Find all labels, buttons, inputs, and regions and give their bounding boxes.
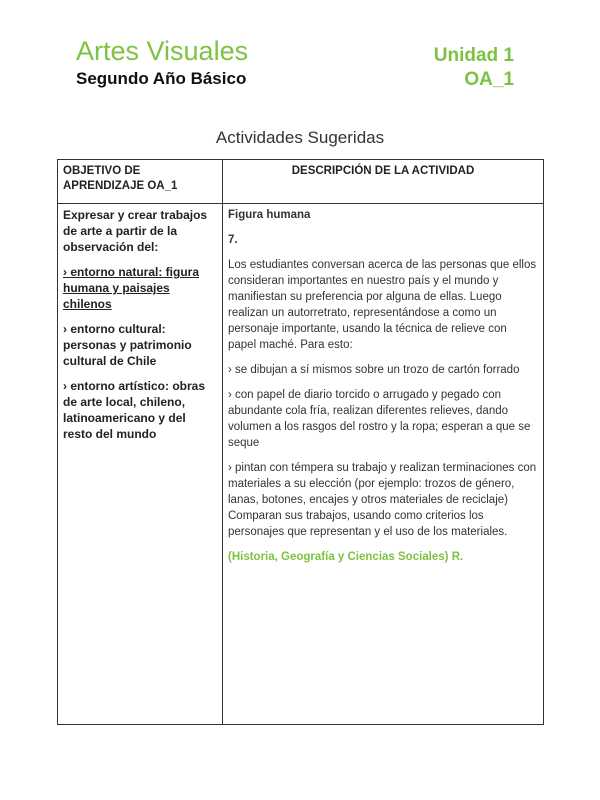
grade-label: Segundo Año Básico (76, 69, 247, 88)
activity-table (57, 159, 544, 725)
activity-number: 7. (228, 234, 238, 246)
header-right (434, 44, 514, 92)
objective-cell (63, 207, 218, 451)
section-title: Actividades Sugeridas (215, 128, 385, 147)
objective-intro: Expresar y crear trabajos de arte a partir de la observación del: (63, 208, 208, 254)
activity-step-1: › se dibujan a sí mismos sobre un trozo de cartón forrado (228, 364, 520, 376)
header-divider (58, 203, 543, 204)
activity-cell (228, 207, 538, 574)
column-divider (222, 160, 223, 724)
header-left (76, 36, 248, 90)
activity-title: Figura humana (228, 209, 311, 221)
oa-label: OA_1 (464, 69, 514, 90)
activity-step-3: › pintan con témpera su trabajo y realizan terminaciones con materiales a su elección (por ejemplo: trozos de género, lanas, botones, encajes y otros materiales de reciclaje) Comparan sus trabajos, usando como criterios los personajes que representan y el uso de los materiales. (228, 462, 537, 538)
activity-column-header: DESCRIPCIÓN DE LA ACTIVIDAD (291, 165, 475, 177)
objective-item-artistic: › entorno artístico: obras de arte local, chileno, latinoamericano y del resto del mundo (63, 379, 206, 441)
activity-paragraph: Los estudiantes conversan acerca de las personas que ellos consideran importantes en nuestro país y el mundo y manifiestan su preferencia por alguna de ellas. Luego realizan un autorretrato, representándose a como un personaje importante, usando la técnica de relieve con papel maché. Para esto: (228, 259, 537, 351)
objective-item-cultural: › entorno cultural: personas y patrimonio cultural de Chile (63, 322, 192, 368)
objective-column-header: OBJETIVO DE APRENDIZAJE OA_1 (63, 165, 178, 192)
objective-item-natural: › entorno natural: figura humana y paisajes chilenos (63, 265, 199, 311)
activity-crosslink: (Historia, Geografía y Ciencias Sociales) R. (228, 551, 464, 563)
unit-label: Unidad 1 (433, 45, 514, 66)
subject-title: Artes Visuales (76, 36, 249, 66)
activity-step-2: › con papel de diario torcido o arrugado y pegado con abundante cola fría, realizan diferentes relieves, dando volumen a los rasgos del rostro y la ropa; esperan a que se seque (228, 389, 531, 449)
